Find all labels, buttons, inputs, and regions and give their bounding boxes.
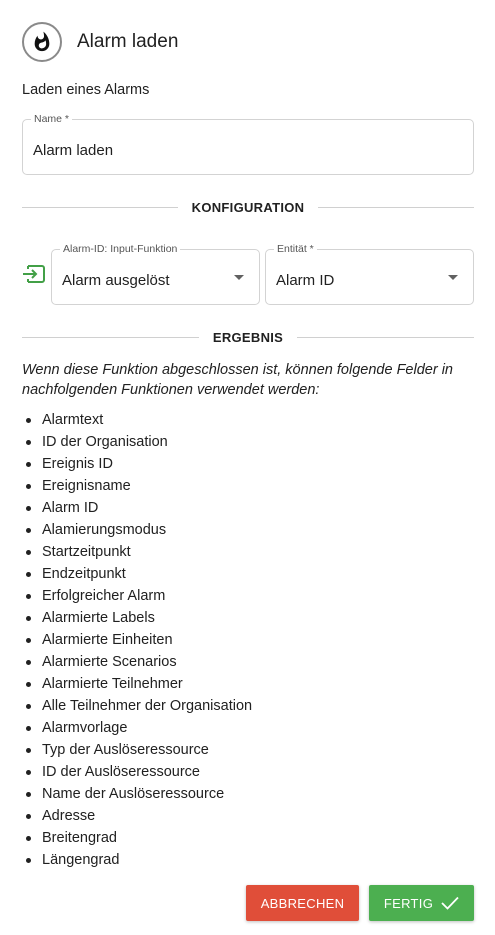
configuration-divider (22, 198, 474, 216)
dropdown-arrow-icon[interactable] (234, 275, 244, 280)
result-heading: ERGEBNIS (212, 329, 284, 345)
list-item: Endzeitpunkt (22, 563, 474, 585)
list-item: Adresse (22, 805, 474, 827)
list-item: Typ der Auslöseressource (22, 739, 474, 761)
list-item: Ereignisname (22, 475, 474, 497)
name-field-value[interactable]: Alarm laden (33, 142, 114, 159)
list-item: Alarmierte Labels (22, 607, 474, 629)
list-item: Alarm ID (22, 497, 474, 519)
done-button[interactable] (369, 885, 474, 921)
dropdown-arrow-icon[interactable] (448, 275, 458, 280)
divider-line (297, 337, 474, 338)
divider-line (22, 337, 199, 338)
done-button-label: FERTIG (383, 895, 434, 911)
result-field-list (22, 409, 474, 871)
alarm-id-select[interactable] (51, 243, 260, 305)
result-info-text: Wenn diese Funktion abgeschlossen ist, können folgende Felder in nachfolgenden Funktionen verwendet werden: (22, 362, 453, 398)
name-field-label: Name * (31, 113, 72, 125)
dialog-header (22, 22, 178, 62)
dialog-subtitle: Laden eines Alarms (22, 82, 150, 98)
divider-line (22, 207, 178, 208)
list-item: ID der Organisation (22, 431, 474, 453)
list-item: Alle Teilnehmer der Organisation (22, 695, 474, 717)
list-item: Ereignis ID (22, 453, 474, 475)
alarm-id-select-value: Alarm ausgelöst (62, 272, 170, 289)
cancel-button[interactable] (246, 885, 359, 921)
check-icon (441, 896, 459, 910)
dialog-title: Alarm laden (77, 31, 179, 52)
list-item: Alamierungsmodus (22, 519, 474, 541)
name-field[interactable] (22, 113, 474, 175)
list-item: Alarmierte Teilnehmer (22, 673, 474, 695)
list-item: Längengrad (22, 849, 474, 871)
entity-select-label: Entität * (274, 243, 317, 255)
list-item: Name der Auslöseressource (22, 783, 474, 805)
list-item: Alarmierte Scenarios (22, 651, 474, 673)
alarm-id-select-label: Alarm-ID: Input-Funktion (60, 243, 180, 255)
divider-line (318, 207, 474, 208)
cancel-button-label: ABBRECHEN (260, 895, 345, 911)
list-item: Breitengrad (22, 827, 474, 849)
list-item: Alarmierte Einheiten (22, 629, 474, 651)
configuration-heading: KONFIGURATION (191, 199, 305, 215)
input-arrow-icon (22, 264, 46, 284)
entity-select[interactable] (265, 243, 474, 305)
list-item: ID der Auslöseressource (22, 761, 474, 783)
result-divider (22, 328, 474, 346)
list-item: Alarmtext (22, 409, 474, 431)
list-item: Alarmvorlage (22, 717, 474, 739)
entity-select-value: Alarm ID (276, 272, 335, 289)
list-item: Startzeitpunkt (22, 541, 474, 563)
list-item: Erfolgreicher Alarm (22, 585, 474, 607)
fire-icon (22, 22, 62, 62)
